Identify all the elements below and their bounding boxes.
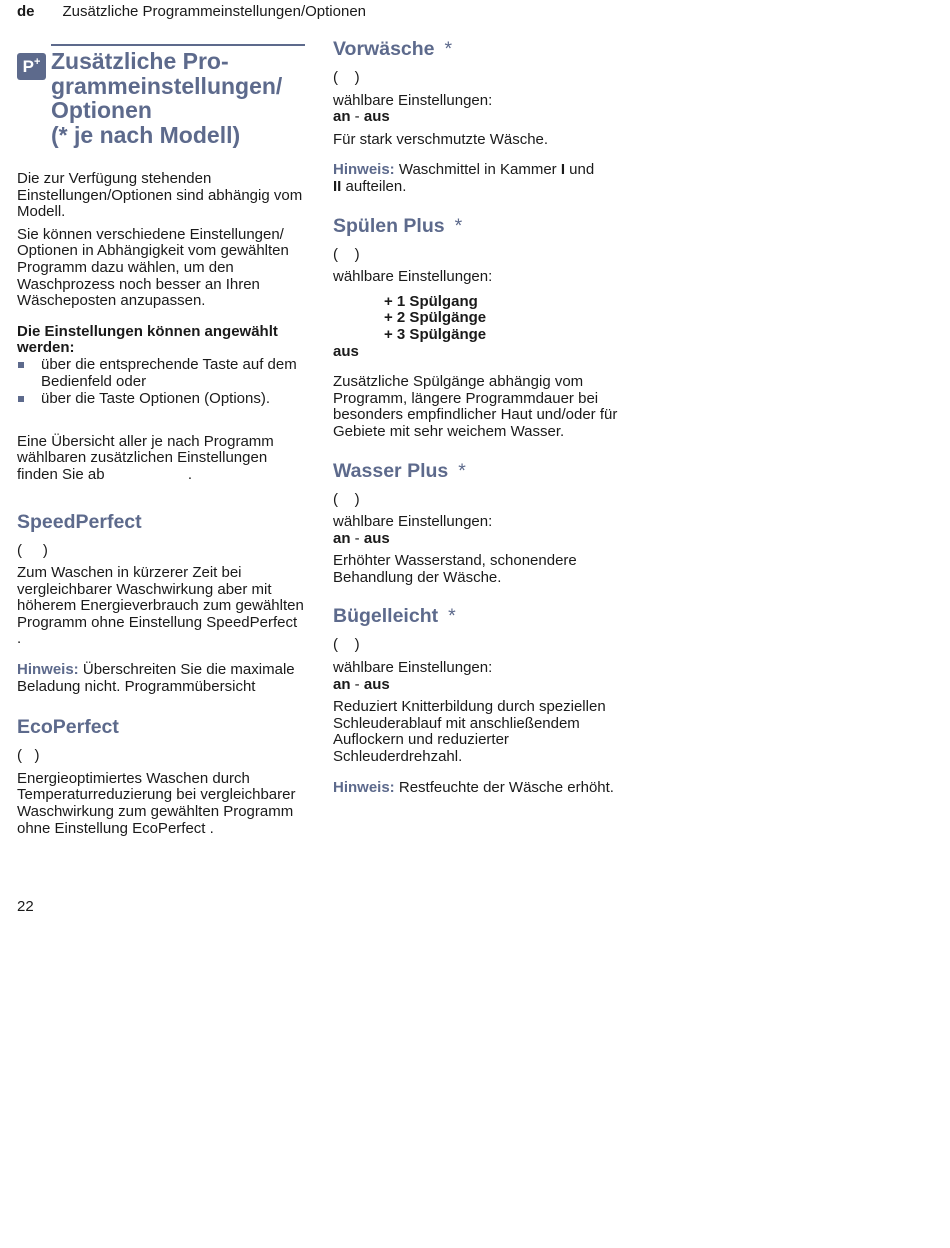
spuelen-plus-description: Zusätzliche Spülgänge abhängig vom Programm, längere Programmdauer bei besonders empfindlicher Haut und/oder für Gebiete mit sehr weichem Wasser. — [333, 373, 618, 440]
section-heading-speedperfect: SpeedPerfect — [17, 510, 142, 533]
title-line: Zusätzliche Pro- — [51, 48, 229, 74]
settings-label: wählbare Einstellungen: — [333, 513, 493, 531]
hint-label: Hinweis: — [333, 161, 395, 179]
title-line: grammeinstellungen/ — [51, 72, 283, 99]
bullet-icon — [18, 362, 24, 368]
list-item: + 1 Spülgang — [384, 292, 478, 310]
right-column — [333, 38, 625, 796]
overview-paragraph: Eine Übersicht aller je nach Programm wählbaren zusätzlichen Einstellungen finden Sie ab . — [17, 432, 278, 483]
chapter-title — [51, 49, 305, 147]
option-parentheses: ( ) — [17, 541, 48, 559]
list-item: über die entsprechende Taste auf dem Bedienfeld oder — [17, 357, 305, 390]
title-rule — [51, 44, 305, 46]
settings-label: wählbare Einstellungen: — [333, 659, 493, 677]
settings-off-value: aus — [333, 342, 359, 360]
speedperfect-description: Zum Waschen in kürzerer Zeit bei vergleichbarer Waschwirkung aber mit höherem Energieverbrauch zum gewählten Programm ohne Einstellung SpeedPerfect . — [17, 564, 304, 648]
page-header — [17, 4, 366, 21]
chapter-title-block — [17, 49, 305, 147]
model-dependent-star: * — [454, 214, 463, 237]
settings-values: an - aus — [333, 675, 390, 693]
bullet-icon — [18, 396, 24, 402]
selection-list — [17, 357, 305, 408]
model-dependent-star: * — [444, 38, 453, 60]
wasser-plus-description: Erhöhter Wasserstand, schonendere Behandlung der Wäsche. — [333, 552, 577, 586]
buegelleicht-description: Reduziert Knitterbildung durch speziellen Schleuderablauf mit anschließendem Auflockern und reduzierter Schleuderdrehzahl. — [333, 698, 606, 766]
settings-values: an - aus — [333, 529, 390, 547]
title-line: (* je nach Modell) — [51, 121, 241, 148]
model-dependent-star: * — [458, 459, 466, 482]
speedperfect-hint: Hinweis: Überschreiten Sie die maximale Beladung nicht. Programmübersicht — [17, 661, 295, 695]
section-heading-buegelleicht: Bügelleicht * — [333, 605, 456, 628]
selection-heading: Die Einstellungen können angewählt werden: — [17, 322, 278, 357]
section-heading-ecoperfect: EcoPerfect — [17, 716, 119, 739]
option-parentheses: ( ) — [17, 747, 40, 765]
running-title: Zusätzliche Programmeinstellungen/Optionen — [62, 3, 367, 20]
ecoperfect-description: Energieoptimiertes Waschen durch Temperaturreduzierung bei vergleichbarer Waschwirkung zum gewählten Programm ohne Einstellung EcoPerfect . — [17, 769, 296, 837]
model-dependent-star: * — [448, 605, 456, 628]
section-heading-vorwaesche: Vorwäsche * — [333, 38, 453, 60]
page-number: 22 — [17, 898, 34, 915]
option-parentheses: ( ) — [333, 245, 360, 263]
program-plus-icon: P+ — [17, 53, 46, 80]
option-parentheses: ( ) — [333, 490, 360, 508]
hint-label: Hinweis: — [333, 778, 395, 796]
settings-label: wählbare Einstellungen: — [333, 91, 493, 109]
hint-label: Hinweis: — [17, 661, 79, 679]
language-code: de — [17, 3, 35, 20]
settings-label: wählbare Einstellungen: — [333, 268, 493, 286]
section-heading-spuelen-plus: Spülen Plus * — [333, 214, 463, 237]
vorwaesche-description: Für stark verschmutzte Wäsche. — [333, 130, 549, 148]
option-parentheses: ( ) — [333, 636, 360, 654]
intro-paragraph: Die zur Verfügung stehenden Einstellungen/Optionen sind abhängig vom Modell. — [17, 170, 303, 221]
left-column — [17, 44, 305, 837]
option-parentheses: ( ) — [333, 69, 360, 86]
intro-paragraph: Sie können verschiedene Einstellungen/ Optionen in Abhängigkeit vom gewählten Programm dazu wählen, um den Waschprozess noch besser an Ihren Wäscheposten anzupassen. — [17, 225, 289, 310]
buegelleicht-hint: Hinweis: Restfeuchte der Wäsche erhöht. — [333, 778, 614, 796]
vorwaesche-hint: Hinweis: Waschmittel in Kammer I und II aufteilen. — [333, 161, 599, 195]
list-item: + 2 Spülgänge — [384, 309, 487, 327]
list-item: über die Taste Optionen (Options). — [17, 391, 305, 408]
title-line: Optionen — [51, 97, 152, 123]
section-heading-wasser-plus: Wasser Plus * — [333, 459, 466, 482]
settings-values: an - aus — [333, 108, 390, 126]
list-item: + 3 Spülgänge — [384, 325, 487, 343]
rinse-options — [333, 294, 625, 344]
